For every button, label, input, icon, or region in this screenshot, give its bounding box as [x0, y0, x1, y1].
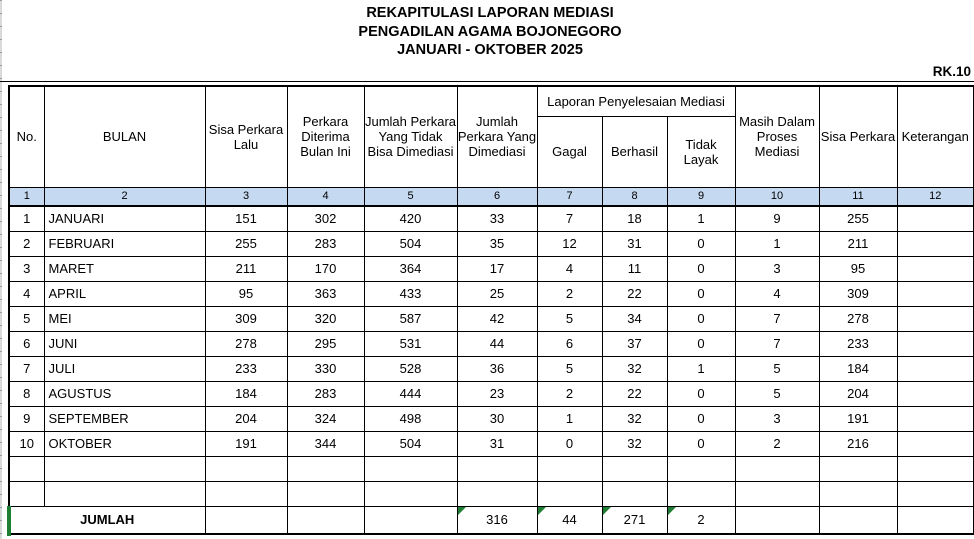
- empty-cell: [44, 456, 205, 481]
- col-header-sisa-perkara-lalu: Sisa Perkara Lalu: [205, 86, 287, 187]
- cell-bulan: JUNI: [44, 331, 205, 356]
- cell-value: 184: [205, 381, 287, 406]
- cell-value: 2: [735, 431, 819, 456]
- cell-value: 204: [205, 406, 287, 431]
- col-header-keterangan: Keterangan: [897, 86, 974, 187]
- empty-cell: [735, 456, 819, 481]
- cell-value: 1: [537, 406, 602, 431]
- cell-no: 5: [9, 306, 44, 331]
- cell-value: 4: [537, 256, 602, 281]
- green-corner-flag-icon: [458, 507, 466, 515]
- total-value-cell: 2: [667, 506, 735, 534]
- green-corner-flag-icon: [668, 507, 676, 515]
- table-row: [9, 281, 974, 306]
- cell-value: 504: [364, 431, 457, 456]
- cell-value: 7: [735, 306, 819, 331]
- cell-value: 5: [735, 356, 819, 381]
- empty-cell: [9, 456, 44, 481]
- table-row: [9, 256, 974, 281]
- cell-value: 42: [457, 306, 537, 331]
- cell-value: 0: [537, 431, 602, 456]
- col-header-group-laporan-penyelesaian: Laporan Penyelesaian Mediasi: [537, 86, 735, 116]
- cell-value: 528: [364, 356, 457, 381]
- cell-value: 309: [205, 306, 287, 331]
- title-divider: [0, 81, 974, 82]
- col-header-sisa-perkara: Sisa Perkara: [819, 86, 897, 187]
- empty-cell: [205, 481, 287, 506]
- empty-cell: [44, 481, 205, 506]
- column-number-cell: 5: [364, 187, 457, 206]
- cell-no: 7: [9, 356, 44, 381]
- total-row: [9, 506, 974, 534]
- column-number-cell: 4: [287, 187, 364, 206]
- col-header-bulan: BULAN: [44, 86, 205, 187]
- total-label: JUMLAH: [9, 506, 205, 534]
- cell-value: 587: [364, 306, 457, 331]
- total-value-cell: 44: [537, 506, 602, 534]
- cell-value: 3: [735, 256, 819, 281]
- cell-no: 10: [9, 431, 44, 456]
- cell-value: 22: [602, 381, 667, 406]
- cell-value: 31: [457, 431, 537, 456]
- header-row-main: [9, 86, 974, 116]
- cell-value: 0: [667, 431, 735, 456]
- empty-cell: [537, 456, 602, 481]
- cell-value: 255: [205, 231, 287, 256]
- cell-value: 433: [364, 281, 457, 306]
- cell-value: 320: [287, 306, 364, 331]
- cell-value: 25: [457, 281, 537, 306]
- col-header-masih-dalam-proses: Masih Dalam Proses Mediasi: [735, 86, 819, 187]
- cell-value: 5: [537, 306, 602, 331]
- cell-value: 18: [602, 206, 667, 231]
- cell-value: 191: [819, 406, 897, 431]
- column-number-cell: 10: [735, 187, 819, 206]
- empty-cell: [667, 456, 735, 481]
- cell-value: 9: [735, 206, 819, 231]
- report-code: RK.10: [932, 64, 971, 79]
- cell-value: 2: [537, 281, 602, 306]
- green-corner-flag-icon: [538, 507, 546, 515]
- title-line-1: REKAPITULASI LAPORAN MEDIASI: [366, 5, 614, 21]
- cell-value: [897, 431, 974, 456]
- total-empty-cell: [819, 506, 897, 534]
- col-header-tidak-bisa-dimediasi: Jumlah Perkara Yang Tidak Bisa Dimediasi: [364, 86, 457, 187]
- cell-value: 44: [457, 331, 537, 356]
- empty-cell: [602, 456, 667, 481]
- total-empty-cell: [897, 506, 974, 534]
- cell-value: [897, 256, 974, 281]
- cell-value: 1: [667, 206, 735, 231]
- cell-value: 184: [819, 356, 897, 381]
- cell-value: 216: [819, 431, 897, 456]
- table-row: [9, 331, 974, 356]
- empty-cell: [537, 481, 602, 506]
- table-row: [9, 206, 974, 231]
- cell-value: 1: [735, 231, 819, 256]
- cell-value: 11: [602, 256, 667, 281]
- cell-no: 2: [9, 231, 44, 256]
- cell-value: 330: [287, 356, 364, 381]
- cell-value: 364: [364, 256, 457, 281]
- cell-bulan: JULI: [44, 356, 205, 381]
- total-empty-cell: [364, 506, 457, 534]
- column-number-cell: 6: [457, 187, 537, 206]
- cell-value: 23: [457, 381, 537, 406]
- mediation-report-table: [8, 85, 974, 535]
- data-rows: [9, 206, 974, 506]
- cell-value: 0: [667, 306, 735, 331]
- cell-value: 5: [735, 381, 819, 406]
- cell-value: 22: [602, 281, 667, 306]
- empty-cell: [667, 481, 735, 506]
- cell-value: 0: [667, 381, 735, 406]
- cell-value: 283: [287, 381, 364, 406]
- cell-no: 8: [9, 381, 44, 406]
- cell-value: 32: [602, 356, 667, 381]
- cell-no: 3: [9, 256, 44, 281]
- empty-row: [9, 456, 974, 481]
- column-number-cell: 3: [205, 187, 287, 206]
- empty-cell: [819, 481, 897, 506]
- cell-value: 37: [602, 331, 667, 356]
- cell-value: 34: [602, 306, 667, 331]
- column-number-cell: 12: [897, 187, 974, 206]
- empty-cell: [897, 481, 974, 506]
- cell-value: [897, 231, 974, 256]
- cell-value: 12: [537, 231, 602, 256]
- cell-value: 95: [205, 281, 287, 306]
- column-number-cell: 1: [9, 187, 44, 206]
- col-header-jumlah-dimediasi: Jumlah Perkara Yang Dimediasi: [457, 86, 537, 187]
- title-line-2: PENGADILAN AGAMA BOJONEGORO: [358, 23, 622, 40]
- empty-cell: [457, 481, 537, 506]
- cell-value: 504: [364, 231, 457, 256]
- cell-value: 33: [457, 206, 537, 231]
- cell-bulan: OKTOBER: [44, 431, 205, 456]
- table-row: [9, 306, 974, 331]
- cell-value: [897, 356, 974, 381]
- empty-cell: [287, 481, 364, 506]
- total-value-cell: 316: [457, 506, 537, 534]
- cell-value: 233: [205, 356, 287, 381]
- empty-cell: [364, 456, 457, 481]
- cell-no: 6: [9, 331, 44, 356]
- col-header-tidak-layak: Tidak Layak: [667, 116, 735, 187]
- col-header-perkara-diterima: Perkara Diterima Bulan Ini: [287, 86, 364, 187]
- cell-value: 191: [205, 431, 287, 456]
- cell-value: 498: [364, 406, 457, 431]
- cell-value: 95: [819, 256, 897, 281]
- cell-value: 278: [819, 306, 897, 331]
- empty-cell: [897, 456, 974, 481]
- cell-bulan: JANUARI: [44, 206, 205, 231]
- empty-cell: [457, 456, 537, 481]
- cell-value: 531: [364, 331, 457, 356]
- cell-bulan: MEI: [44, 306, 205, 331]
- cell-value: 211: [819, 231, 897, 256]
- table-row: [9, 356, 974, 381]
- cell-value: 444: [364, 381, 457, 406]
- cell-bulan: APRIL: [44, 281, 205, 306]
- cell-value: 35: [457, 231, 537, 256]
- cell-value: 0: [667, 281, 735, 306]
- green-corner-flag-icon: [603, 507, 611, 515]
- cell-no: 1: [9, 206, 44, 231]
- col-header-berhasil: Berhasil: [602, 116, 667, 187]
- cell-value: 32: [602, 431, 667, 456]
- table-row: [9, 406, 974, 431]
- cell-value: 6: [537, 331, 602, 356]
- table-row: [9, 431, 974, 456]
- report-title-block: [8, 0, 972, 80]
- empty-cell: [205, 456, 287, 481]
- cell-bulan: AGUSTUS: [44, 381, 205, 406]
- cell-value: 3: [735, 406, 819, 431]
- cell-value: [897, 206, 974, 231]
- cell-value: 309: [819, 281, 897, 306]
- table-row: [9, 231, 974, 256]
- cell-value: 7: [735, 331, 819, 356]
- empty-cell: [287, 456, 364, 481]
- column-number-cell: 9: [667, 187, 735, 206]
- cell-value: [897, 406, 974, 431]
- cell-value: 255: [819, 206, 897, 231]
- cell-value: 1: [667, 356, 735, 381]
- column-number-cell: 7: [537, 187, 602, 206]
- green-edge-flag: [7, 506, 11, 536]
- col-header-no: No.: [9, 86, 44, 187]
- cell-value: 31: [602, 231, 667, 256]
- cell-value: 7: [537, 206, 602, 231]
- empty-cell: [364, 481, 457, 506]
- total-value-cell: 271: [602, 506, 667, 534]
- table-row: [9, 381, 974, 406]
- cell-bulan: FEBRUARI: [44, 231, 205, 256]
- total-empty-cell: [287, 506, 364, 534]
- col-header-gagal: Gagal: [537, 116, 602, 187]
- cell-value: 324: [287, 406, 364, 431]
- cell-value: 32: [602, 406, 667, 431]
- column-number-cell: 2: [44, 187, 205, 206]
- cell-value: 0: [667, 406, 735, 431]
- cell-value: 204: [819, 381, 897, 406]
- column-number-row: [9, 187, 974, 206]
- title-line-3: JANUARI - OKTOBER 2025: [397, 42, 583, 58]
- cell-value: 170: [287, 256, 364, 281]
- cell-value: 0: [667, 256, 735, 281]
- cell-value: 302: [287, 206, 364, 231]
- cell-value: 344: [287, 431, 364, 456]
- cell-value: [897, 306, 974, 331]
- cell-bulan: MARET: [44, 256, 205, 281]
- cell-value: 5: [537, 356, 602, 381]
- cell-value: 17: [457, 256, 537, 281]
- cell-value: [897, 331, 974, 356]
- empty-row: [9, 481, 974, 506]
- cell-value: 420: [364, 206, 457, 231]
- column-number-cell: 11: [819, 187, 897, 206]
- cell-value: 36: [457, 356, 537, 381]
- total-empty-cell: [735, 506, 819, 534]
- cell-value: 2: [537, 381, 602, 406]
- cell-value: [897, 281, 974, 306]
- cell-value: [897, 381, 974, 406]
- cell-no: 4: [9, 281, 44, 306]
- cell-value: 283: [287, 231, 364, 256]
- empty-cell: [819, 456, 897, 481]
- cell-value: 233: [819, 331, 897, 356]
- cell-value: 151: [205, 206, 287, 231]
- cell-value: 278: [205, 331, 287, 356]
- cell-value: 363: [287, 281, 364, 306]
- cell-no: 9: [9, 406, 44, 431]
- cell-value: 4: [735, 281, 819, 306]
- empty-cell: [9, 481, 44, 506]
- total-empty-cell: [205, 506, 287, 534]
- cell-bulan: SEPTEMBER: [44, 406, 205, 431]
- cell-value: 295: [287, 331, 364, 356]
- empty-cell: [735, 481, 819, 506]
- cell-value: 0: [667, 231, 735, 256]
- column-number-cell: 8: [602, 187, 667, 206]
- cell-value: 30: [457, 406, 537, 431]
- cell-value: 211: [205, 256, 287, 281]
- empty-cell: [602, 481, 667, 506]
- cell-value: 0: [667, 331, 735, 356]
